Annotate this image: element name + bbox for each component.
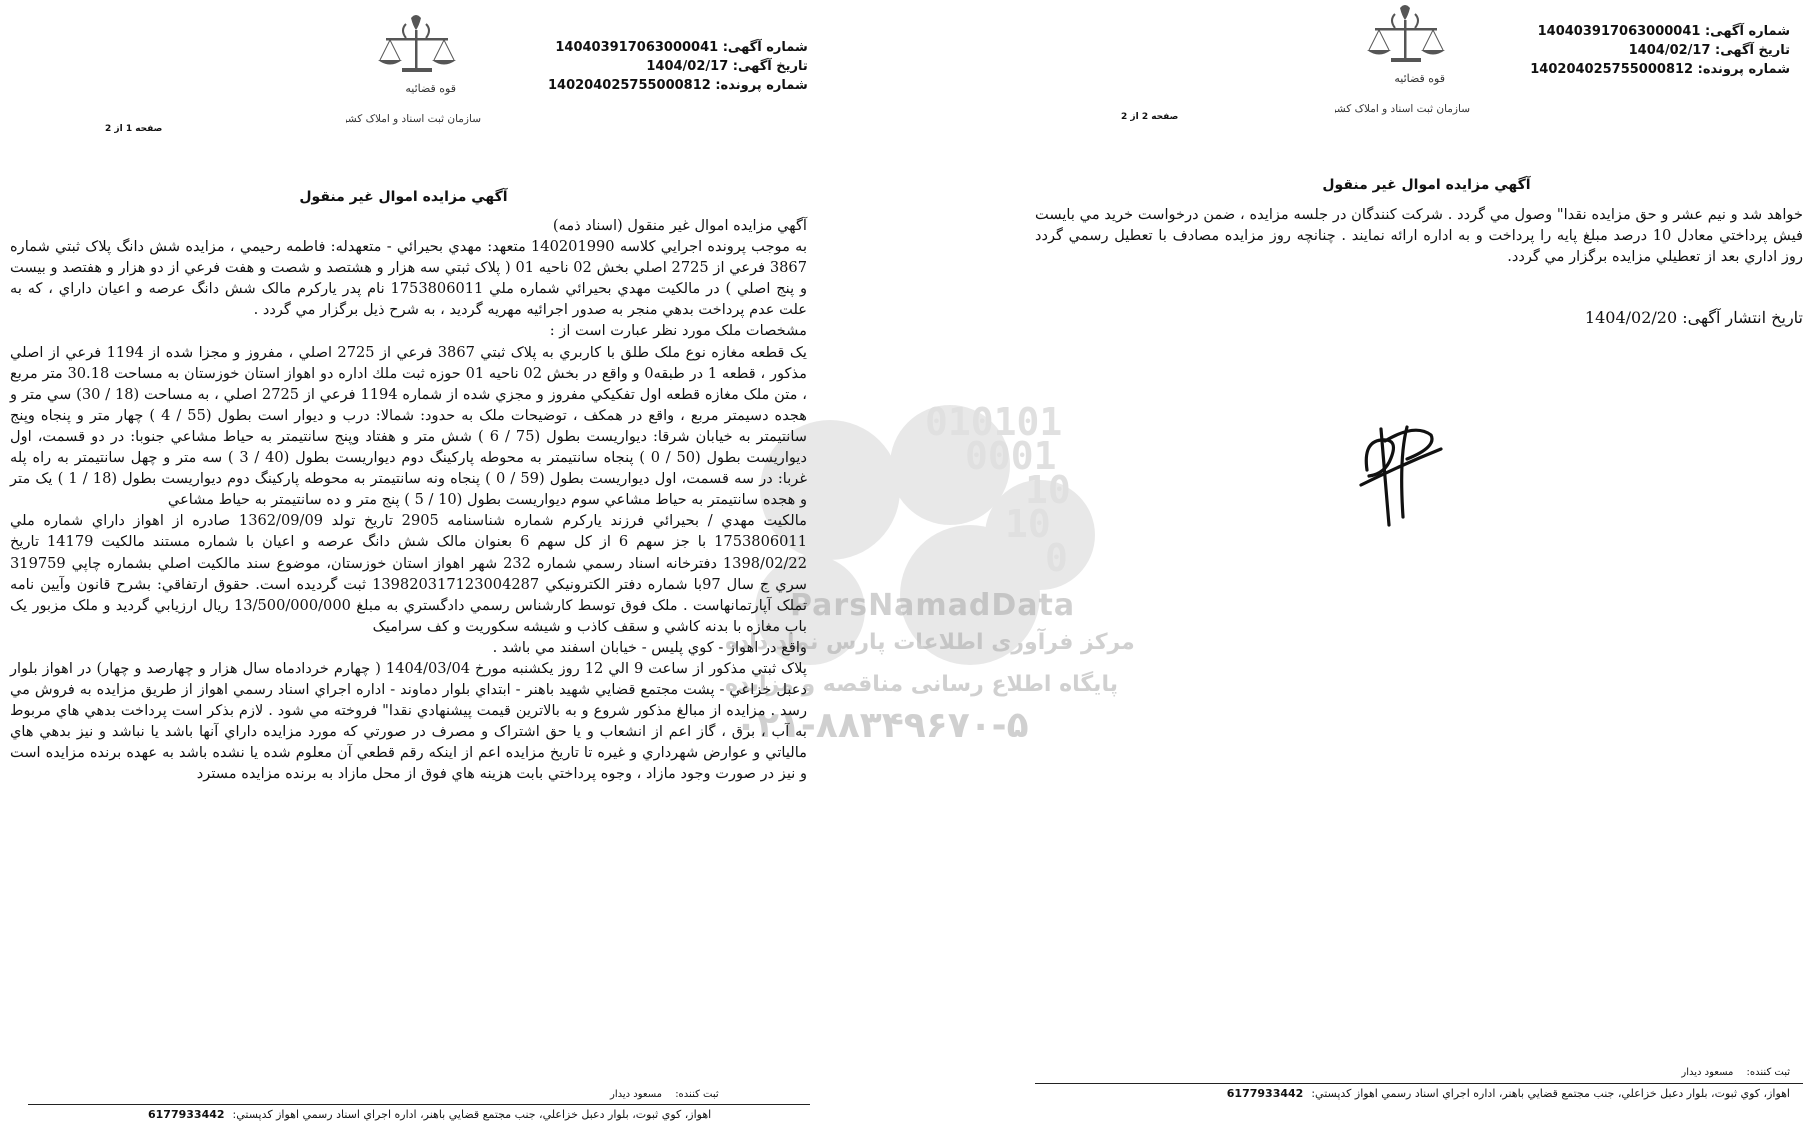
footer-address bbox=[148, 1108, 711, 1121]
watermark-binary-3: 10 bbox=[1025, 468, 1071, 512]
registrar bbox=[1671, 1067, 1790, 1078]
registrar-label: ثبت کننده: bbox=[675, 1089, 719, 1100]
watermark-binary-2: 0001 bbox=[965, 434, 1057, 478]
footer-address-text: اهواز، کوي ثبوت، بلوار دعبل خزاعلي، جنب مجتمع قضايي باهنر، اداره اجراي اسناد رسمي اهواز کدپستي: bbox=[232, 1108, 712, 1121]
watermark-binary-1: 010101 bbox=[925, 400, 1063, 444]
judiciary-emblem-icon bbox=[346, 12, 496, 146]
registrar-name: مسعود ديدار bbox=[610, 1089, 662, 1100]
body-paragraph: خواهد شد و نيم عشر و حق مزايده نقدا" وصول مي گردد . شرکت کنندگان در جلسه مزايده ، ضمن درخواست خريد مي بايست فيش پرداختي معادل 10 درصد مبلغ پايه را پرداخت و به اداره ارائه نمايند . چنانچه روز مزايده مصادف با تعطيل رسمي گردد روز اداري بعد از تعطيلي مزايده برگزار مي گردد. bbox=[1035, 206, 1803, 266]
org-name: سازمان ثبت اسناد و املاک کشور bbox=[1335, 103, 1470, 115]
watermark-brand: ParsNamadData bbox=[790, 588, 1076, 623]
judiciary-label: قوه قضائیه bbox=[405, 82, 456, 95]
footer-address-text: اهواز، کوي ثبوت، بلوار دعبل خزاعلي، جنب مجتمع قضايي باهنر، اداره اجراي اسناد رسمي اهواز کدپستي: bbox=[1311, 1087, 1790, 1100]
notice-number: شماره آگهی: 140403917063000041 bbox=[555, 40, 808, 55]
registrar-name: مسعود ديدار bbox=[1681, 1067, 1734, 1078]
footer-postcode: 6177933442 bbox=[1226, 1087, 1304, 1100]
signature-icon bbox=[1345, 415, 1485, 539]
case-number: شماره پرونده: 140204025755000812 bbox=[548, 78, 808, 93]
watermark-binary-5: 0 bbox=[1045, 536, 1068, 580]
notice-meta bbox=[1530, 22, 1790, 79]
registrar bbox=[600, 1089, 719, 1100]
footer-divider bbox=[1035, 1083, 1803, 1084]
body-paragraph: به موجب پرونده اجرايي کلاسه 140201990 متعهد: مهدي بحيرائي - متعهدله: فاطمه رحيمي ، مزايده شش دانگ پلاک ثبتي شماره 3867 فرعي از 2725 اصلي بخش 02 ناحيه 01 ( پلاک ثبتي سه هزار و هشتصد و شصت و هفت فرعي از دو هزار و هفتصد و بيست و پنج اصلي ) در مالکيت مهدي بحيرائي شماره ملي 1753806011 نام پدر يارکرم مالک شش دانگ عرصه و اعيان داراي ، که به علت عدم پرداخت بدهي منجر به صدور اجرائيه مهريه گرديد ، به شرح ذيل برگزار مي گردد . bbox=[10, 238, 808, 319]
notice-page-2 bbox=[1035, 0, 1818, 1132]
judiciary-label: قوه قضائیه bbox=[1394, 72, 1445, 85]
notice-date: تاریخ آگهی: 1404/02/17 bbox=[646, 59, 808, 74]
notice-date: تاریخ آگهی: 1404/02/17 bbox=[1628, 43, 1790, 58]
body-paragraph: يک قطعه مغازه نوع ملک طلق با کاربري به پلاک ثبتي 3867 فرعي از 2725 اصلي ، مفروز و مجزا شده از 1194 فرعي از اصلي مذکور ، قطعه 1 در طبقه0 و واقع در بخش 02 ناحيه 01 حوزه ثبت ملك اداره دو اهواز استان خوزستان به مساحت 30.18 متر مربع ، متن ملک مغازه قطعه اول تفکيکي مفروز و مجزي شده از شماره 1194 فرعي از 2725 اصلي ، به مساحت (18 / 30) سي متر و هجده دسيمتر مربع ، واقع در همکف ، توضيحات ملک به حدود: شمالا: درب و ديوار است بطول (55 / 4 ) چهار متر و پنجاه وپنج سانتيمتر به خيابان شرقا: ديواريست بطول (75 / 6 ) شش متر و هفتاد وپنج سانتيمتر به حياط مشاعي جنوبا: در دو قسمت، اول ديواريست بطول (50 / 0 ) پنجاه سانتيمتر به محوطه پارکينگ دوم ديواريست بطول (40 / 3 ) سه متر و چهل سانتيمتر به راه پله غربا: در سه قسمت، اول ديواريست بطول (59 / 0 ) پنجاه ونه سانتيمتر به محوطه پارکينگ دوم ديواريست بطول (18 / 1 ) يک متر و هجده سانتيمتر به حياط مشاعي سوم ديواريست بطول (10 / 5 ) پنج متر و ده سانتيمتر به حياط مشاعي bbox=[10, 343, 808, 509]
judiciary-emblem-icon bbox=[1335, 2, 1485, 136]
org-name: سازمان ثبت اسناد و املاک کشور bbox=[346, 113, 481, 125]
footer-postcode: 6177933442 bbox=[148, 1108, 225, 1121]
notice-title: آگهي مزايده اموال غير منقول bbox=[299, 189, 508, 205]
watermark-binary-4: 10 bbox=[1005, 502, 1051, 546]
footer-address bbox=[1227, 1087, 1790, 1100]
case-number: شماره پرونده: 140204025755000812 bbox=[1530, 62, 1790, 77]
notice-title: آگهي مزايده اموال غير منقول bbox=[1322, 177, 1531, 193]
registrar-label: ثبت کننده: bbox=[1746, 1067, 1790, 1078]
body-paragraph-heading: آگهي مزايده اموال غير منقول (اسناد ذمه) bbox=[552, 217, 807, 234]
body-paragraph: مالکيت مهدي / بحيرائي فرزند يارکرم شماره شناسنامه 2905 تاريخ تولد 1362/09/09 صادره از اهواز داراي شماره ملي 1753806011 با جز سهم 6 از کل سهم 6 بعنوان مالک شش دانگ عرصه و اعيان با شماره مستند مالکيت 14179 تاريخ 1398/02/22 دفترخانه اسناد رسمي شماره 232 شهر اهواز استان خوزستان، موضوع سند مالکيت اصلي بشماره چاپي 319759 سري ج سال 97با شماره دفتر الکترونيکي 139820317123004287 ثبت گرديده است. حقوق ارتفاقي: بشرح قانون وآيين نامه تملک آپارتمانهاست . ملک فوق توسط کارشناس رسمي دادگستري به مبلغ 13/500/000/000 ريال ارزيابي گرديد و ملک مزبور يک باب مغازه با بدنه کاشي و سقف کاذب و شيشه سکوريت و کف سراميک bbox=[10, 512, 808, 635]
page-number: صفحه 2 از 2 bbox=[1121, 112, 1179, 122]
body-paragraph: واقع در اهواز - کوي پليس - خيابان اسفند مي باشد . bbox=[492, 638, 807, 656]
notice-number: شماره آگهی: 140403917063000041 bbox=[1537, 24, 1790, 39]
footer-divider bbox=[28, 1104, 810, 1105]
notice-meta bbox=[548, 38, 808, 95]
body-paragraph-subheading: مشخصات ملک مورد نظر عبارت است از : bbox=[549, 322, 807, 340]
notice-body-continued bbox=[1035, 204, 1803, 267]
watermark-line-2: پایگاه اطلاع رسانی مناقصه و مزایده bbox=[725, 672, 1118, 697]
watermark-line-1: مرکز فرآوری اطلاعات پارس نماد داده bbox=[725, 630, 1135, 655]
page-number: صفحه 1 از 2 bbox=[105, 124, 163, 134]
watermark-phone: ۰۲۱-۸۸۳۴۹۶۷۰-۵ bbox=[735, 705, 1029, 746]
notice-body bbox=[10, 215, 807, 785]
publish-date: تاريخ انتشار آگهی: 1404/02/20 bbox=[1584, 308, 1803, 327]
body-paragraph: پلاک ثبتي مذکور از ساعت 9 الي 12 روز يکشنبه مورخ 1404/03/04 ( چهارم خردادماه سال هزار و چهارصد و چهار) در اهواز بلوار دعبل خزاعي - پشت مجتمع قضايي شهيد باهنر - ابتداي بلوار دماوند - اداره اجراي اسناد رسمي اهواز از طريق مزايده به فروش مي رسد . مزايده از مبالغ مذکور شروع و به بالاترين قيمت پيشنهادي نقدا" فروخته مي شود . لازم بذکر است پرداخت بدهي هاي مربوط به آب ، برق ، گاز اعم از انشعاب و يا حق اشتراک و مصرف در صورتي که مورد مزايده داراي آنها باشد يا نباشد و نيز بدهي هاي مالياتي و عوارض شهرداري و غيره تا تاريخ مزايده اعم از اينکه رقم قطعي آن معلوم شده يا نشده باشد به عهده برنده مزايده است و نيز در صورت وجود مازاد ، وجوه پرداختي بابت هزينه هاي فوق از محل مازاد به برنده مزايده مسترد bbox=[10, 659, 807, 783]
